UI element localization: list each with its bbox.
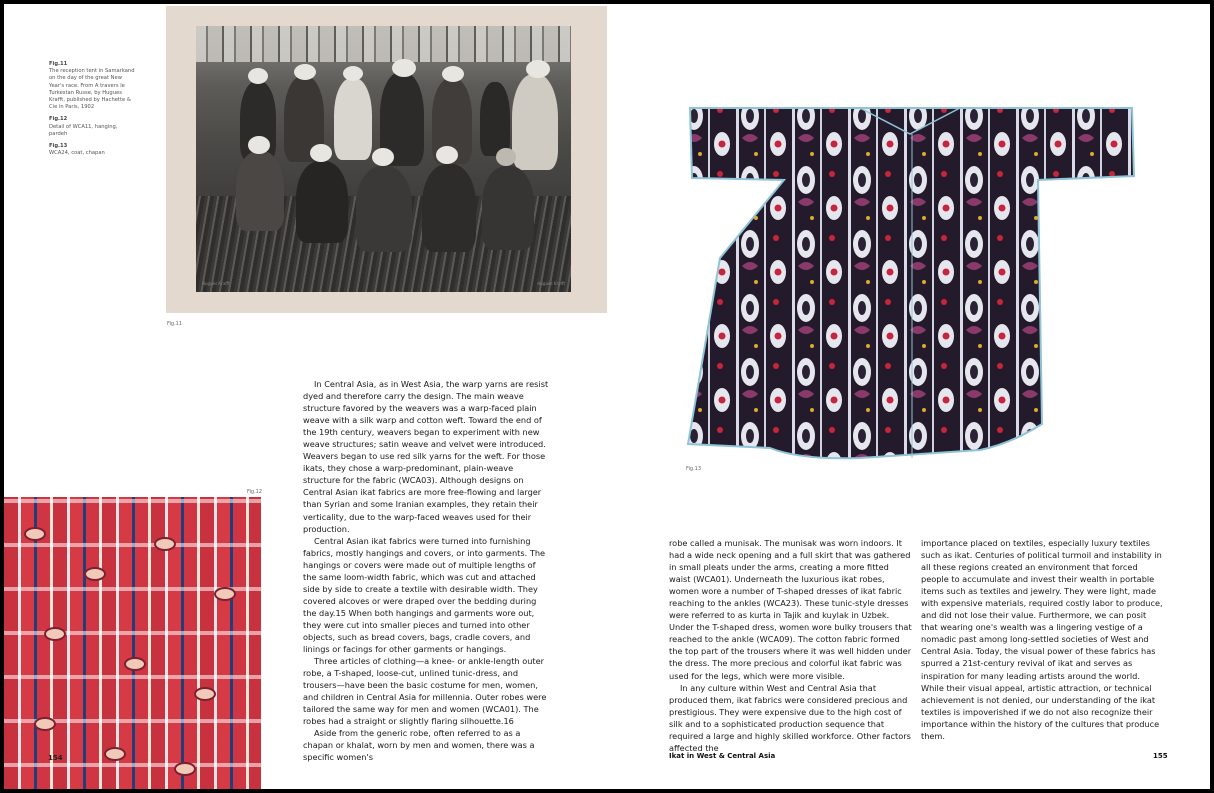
figure-13-coat — [680, 98, 1142, 474]
running-head: Ikat in West & Central Asia — [669, 752, 776, 760]
paragraph: Aside from the generic robe, often referred to as a chapan or khalat, worn by men and women, there was a specific women's — [303, 728, 535, 763]
caption-fig13-text: WCA24, coat, chapan — [49, 150, 105, 157]
paragraph: Central Asian ikat fabrics were turned into furnishing fabrics, mostly hangings and covers, or into garments. The hangings or covers were made out of multiple lengths of the same loom-width fabric, which was cut and attached side by side to create a textile with desirable width. They covered alcoves or were draped over the bedding during the day.15 When both hangings and garments wore out, they were cut into smaller pieces and turned into other objects, such as bread covers, bags, cradle covers, and linings or facings for other garments or hangings. — [303, 535, 546, 655]
book-spread — [4, 4, 1210, 789]
caption-fig13-id: Fig.13 — [49, 143, 68, 150]
right-page-column-1 — [669, 537, 912, 754]
fig13-label: Fig.13 — [686, 466, 702, 472]
figure-12-ikat — [4, 497, 261, 789]
paragraph: robe called a munisak. The munisak was worn indoors. It had a wide neck opening and a full skirt that was gathered in small pleats under the arms, creating a more fitted waist (WCA01). Underneath the luxurious ikat robes, women wore a number of T-shaped dresses of ikat fabric reaching to the ankles (WCA23). These tunic-style dresses were referred to as kurta in Tajik and kuylak in Uzbek. Under the T-shaped dress, women wore bulky trousers that reached to the ankle (WCA09). The cotton fabric formed the top part of the trousers where it was well hidden under the dress. The more precious and colorful ikat fabric was used for the legs, which were more visible. — [669, 538, 912, 681]
left-page-number: 154 — [48, 754, 63, 762]
left-page-text — [303, 378, 549, 764]
caption-fig12-text: Detail of WCA11, hanging, pardeh — [49, 123, 118, 137]
coat-shape — [680, 98, 1142, 474]
paragraph: importance placed on textiles, especially luxury textiles such as ikat. Centuries of political turmoil and instability in all these regions created an environment that forced people to accumulate and invest their wealth in portable items such as textiles and jewelry. They were light, made with expensive materials, required costly labor to produce, and did not lose their value. Furthermore, we can posit that wearing one's wealth was a lingering vestige of a nomadic past among long-settled societies of West and Central Asia. Today, the visual power of these fabrics has spurred a 21st-century revival of ikat and serves as inspiration for many leading artists around the world. While their visual appeal, artistic attraction, or technical achievement is not denied, our understanding of the ikat textiles is impoverished if we do not also recognize their importance within the history of the cultures that produce them. — [921, 538, 1163, 741]
fig11-label: Fig.11 — [167, 321, 183, 327]
caption-fig11-id: Fig.11 — [49, 61, 68, 67]
paragraph: In Central Asia, as in West Asia, the warp yarns are resist dyed and therefore carry the design. The main weave structure favored by the weavers was a warp-faced plain weave with a silk warp and cotton weft. Toward the end of the 19th century, weavers began to experiment with new weave structures; satin weave and velvet were introduced. Weavers began to use red silk yarns for the weft. For those ikats, they chose a warp-predominant, plain-weave structure for the fabric (WCA03). Although designs on Central Asian ikat fabrics are more free-flowing and larger than Syrian and some Iranian examples, they retain their verticality, due to the warp-faced weaves used for their production. — [303, 379, 549, 534]
photo-mark-left: Hugues Krafft — [202, 281, 230, 286]
caption-fig12 — [49, 116, 135, 138]
right-page-number: 155 — [1153, 752, 1168, 760]
caption-fig11 — [49, 61, 135, 111]
figure-11-plate — [166, 6, 607, 313]
caption-fig12-id: Fig.12 — [49, 116, 68, 123]
caption-fig11-text: The reception tent in Samarkand on the day of the great New Year's race. From A travers le Turkestan Russe, by Hugues Krafft, published by Hachette & Cie in Paris, 1902 — [49, 68, 135, 111]
caption-fig13 — [49, 143, 135, 157]
paragraph: Three articles of clothing—a knee- or ankle-length outer robe, a T-shaped, loose-cut, unlined tunic-dress, and trousers—have been the basic costume for men, women, and children in Central Asia for millennia. Outer robes were tailored the same way for men and women (WCA01). The robes had a straight or slightly flaring silhouette.16 — [303, 656, 547, 727]
right-page-column-2 — [921, 537, 1164, 742]
paragraph: In any culture within West and Central Asia that produced them, ikat fabrics were considered precious and prestigious. They were expensive due to the high cost of silk and to a sophisticated production sequence that required a large and highly skilled workforce. Other factors affected the — [669, 682, 911, 753]
fig12-label: Fig.12 — [247, 489, 263, 495]
photo-mark-right: Hugues Krafft — [537, 281, 565, 286]
tent-canopy — [196, 26, 571, 62]
figure-11-photo — [196, 26, 571, 292]
caption-list — [49, 61, 135, 162]
